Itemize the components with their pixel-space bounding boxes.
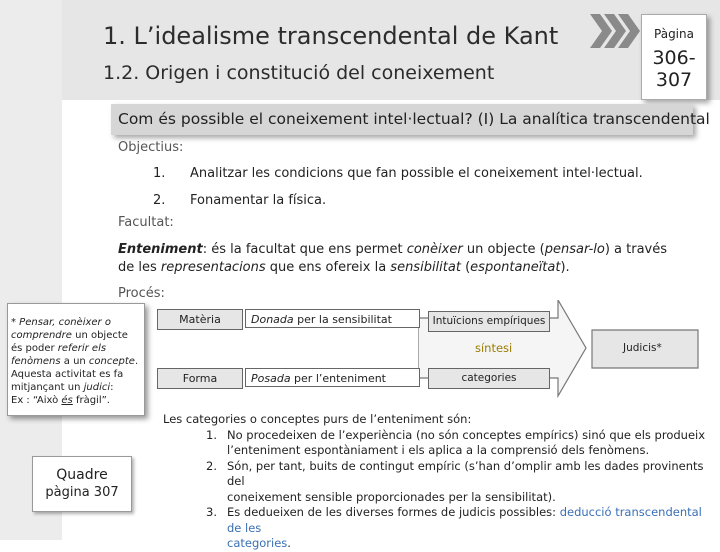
facultat-line-1 <box>118 242 667 257</box>
note-l4: fenòmens <box>11 356 61 367</box>
note-l3b: referir els <box>57 343 107 354</box>
objectius-label: Objectius: <box>118 140 184 155</box>
objectiu-1-num: 1. <box>153 166 166 181</box>
note-l1: * Pensar, conèixer o <box>11 317 111 328</box>
page-reference-box <box>641 14 707 100</box>
page-label: Pàgina <box>654 27 694 41</box>
note-line-1 <box>11 316 141 329</box>
quadre-label: Quadre <box>56 467 108 483</box>
facultat-text-c: ) a través <box>604 242 668 257</box>
judicis-label: Judicis* <box>623 342 662 354</box>
intuicions-box: Intuïcions empíriques <box>428 311 550 332</box>
page-number-line2: 307 <box>655 69 693 91</box>
facultat-l2-d: ). <box>560 260 570 275</box>
category-item-3-text <box>227 505 708 552</box>
chevron-arrows-icon <box>590 14 648 48</box>
note-l4b: a un <box>60 356 89 367</box>
note-l7b: és <box>61 395 73 406</box>
note-line-3 <box>11 342 141 355</box>
category-item-1-text <box>227 428 705 459</box>
categories-list <box>163 412 708 552</box>
page-number-line1: 306- <box>652 47 696 69</box>
quadre-page: pàgina 307 <box>45 485 119 500</box>
category-item-2-text <box>227 459 708 506</box>
note-l2b: un objecte <box>71 330 128 341</box>
facultat-l2-b: que ens ofereix la <box>265 260 391 275</box>
objectiu-2-num: 2. <box>153 193 166 208</box>
note-l6b: judici <box>83 382 111 393</box>
category-item-2 <box>163 459 708 506</box>
note-l7: Ex : “Això <box>11 395 62 406</box>
category-item-1 <box>163 428 708 459</box>
note-l6: mitjançant un <box>11 382 84 393</box>
note-line-7 <box>11 394 141 407</box>
category-item-1-num: 1. <box>206 427 217 442</box>
quadre-reference-box <box>32 456 132 512</box>
donada-word: Donada <box>251 313 294 326</box>
objectiu-2-text: Fonamentar la física. <box>190 193 327 208</box>
facultat-label: Facultat: <box>118 215 174 230</box>
materia-box: Matèria <box>157 309 243 330</box>
donada-rest: per la sensibilitat <box>293 313 392 326</box>
facultat-l2-a: de les <box>118 260 161 275</box>
cat3-b-blue: categories <box>227 536 288 550</box>
facultat-l2-c: ( <box>460 260 471 275</box>
sintesi-label: síntesi <box>475 341 513 355</box>
slide-title: 1. L’idealisme transcendental de Kant <box>103 22 559 50</box>
facultat-text-a: : és la facultat que ens permet <box>202 242 407 257</box>
objectiu-1-text: Analitzar les condicions que fan possible el coneixement intel·lectual. <box>190 166 643 181</box>
facultat-l2-sensibilitat: sensibilitat <box>390 260 461 275</box>
facultat-text-pensar: pensar-lo <box>544 242 605 257</box>
forma-box: Forma <box>157 368 243 389</box>
note-l2: comprendre <box>11 330 72 341</box>
note-l3: és poder <box>11 343 58 354</box>
cat2-a: Són, per tant, buits de contingut empíric (s’han d’omplir amb les dades provinents del <box>227 458 704 488</box>
slide-subtitle: 1.2. Origen i constitució del coneixement <box>103 62 495 84</box>
note-l4c: concepte <box>88 356 135 367</box>
note-l6c: : <box>110 382 114 393</box>
note-line-4 <box>11 355 141 368</box>
cat2-b: coneixement sensible proporcionades per la sensibilitat). <box>227 489 556 504</box>
note-l4d: . <box>134 356 139 367</box>
donada-box <box>245 309 420 328</box>
question-text: Com és possible el coneixement intel·lectual? (I) La analítica transcendental <box>118 110 710 128</box>
pensar-note-box <box>7 303 145 416</box>
facultat-l2-espontaneitat: espontaneïtat <box>470 260 561 275</box>
category-item-3-num: 3. <box>206 505 217 519</box>
facultat-text-b: un objecte ( <box>462 242 545 257</box>
page-number <box>642 47 706 91</box>
proces-label: Procés: <box>118 286 165 301</box>
posada-word: Posada <box>251 372 291 385</box>
note-line-6 <box>11 381 141 394</box>
facultat-l2-representacions: representacions <box>160 260 266 275</box>
cat3-a: Es dedueixen de les diverses formes de judicis possibles: <box>227 505 560 519</box>
note-line-5: Aquesta activitat es fa <box>11 369 124 380</box>
categories-intro: Les categories o conceptes purs de l’enteniment són: <box>163 412 472 426</box>
posada-rest: per l’enteniment <box>290 372 386 385</box>
note-line-2 <box>11 329 141 342</box>
cat1-b: l’enteniment espontàniament i els aplica a la comprensió dels fenòmens. <box>227 443 650 457</box>
cat3-a-blue: deducció transcendental de les <box>227 505 702 535</box>
posada-box <box>245 368 420 387</box>
category-item-3 <box>163 505 708 552</box>
note-l7c: fràgil”. <box>72 395 110 406</box>
categories-box: categories <box>428 368 550 389</box>
cat1-a: No procedeixen de l’experiència (no són conceptes empírics) sinó que els produeix <box>227 427 706 442</box>
facultat-text-conexer: conèixer <box>406 242 463 257</box>
facultat-line-2 <box>118 260 570 275</box>
enteniment-term: Enteniment <box>118 242 203 257</box>
category-item-2-num: 2. <box>206 458 217 473</box>
cat3-b: . <box>287 536 291 550</box>
